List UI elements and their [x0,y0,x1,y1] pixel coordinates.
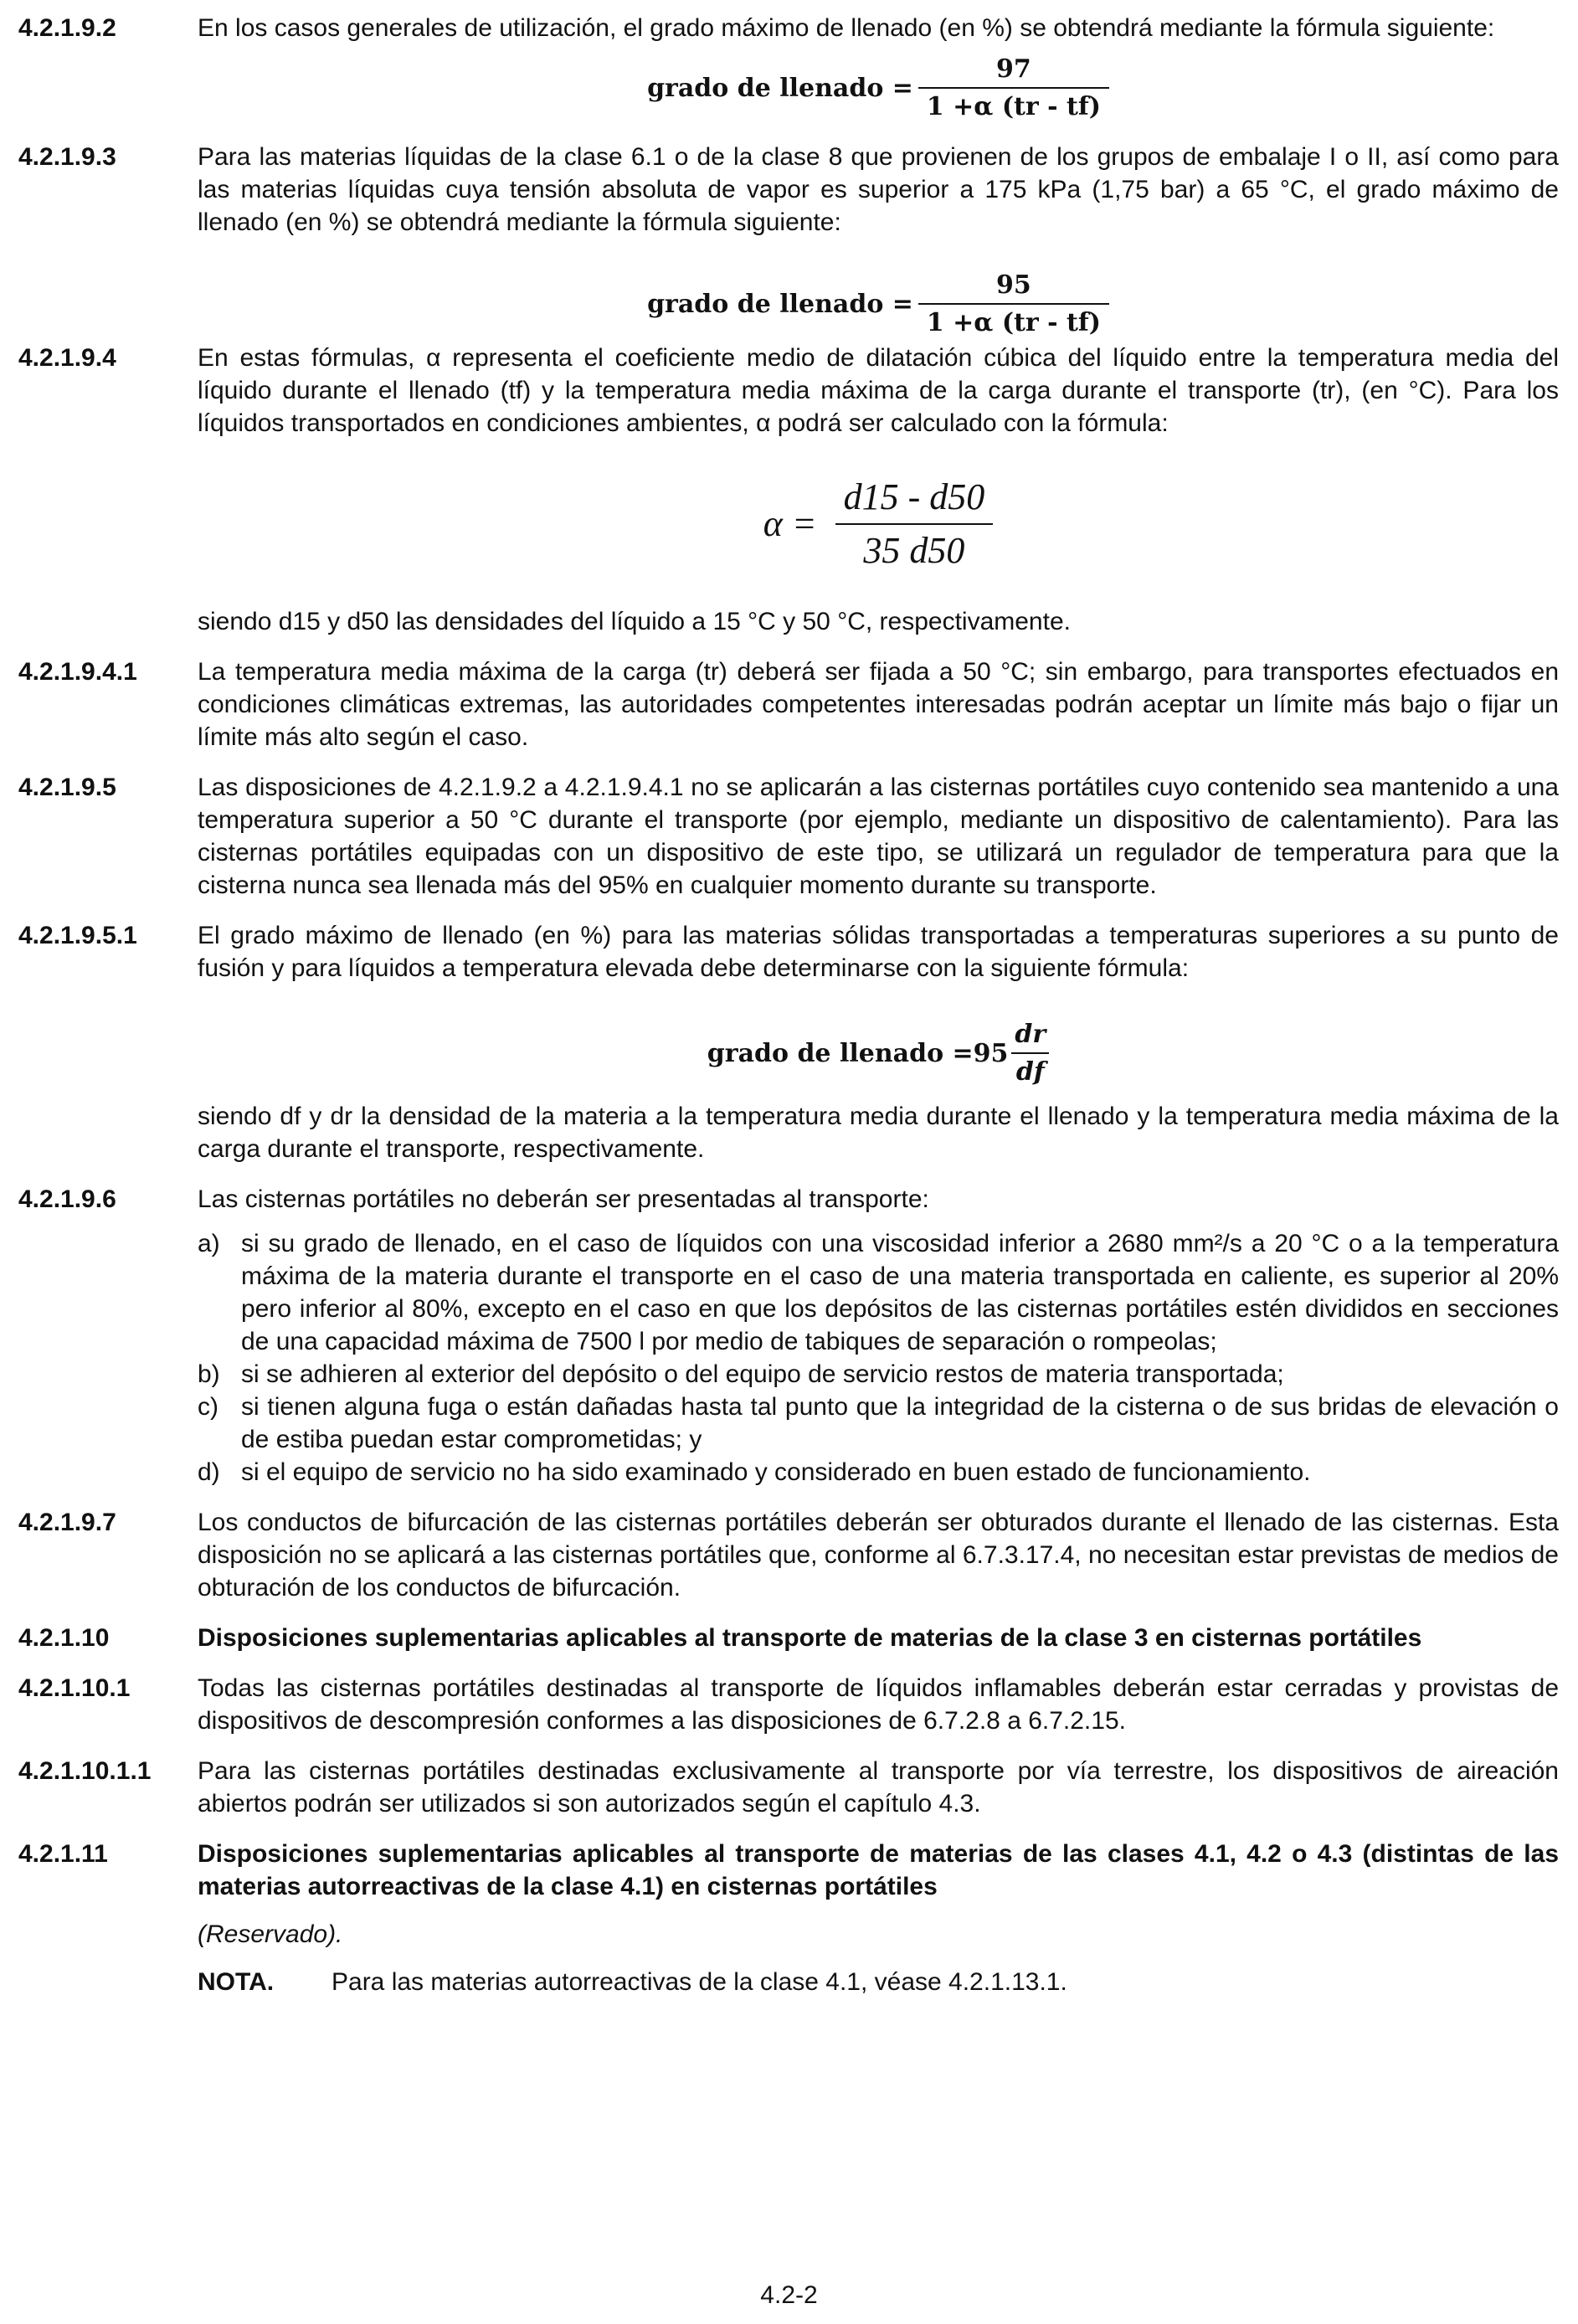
section-4-2-1-9-4 [18,342,1559,638]
formula-denominator: 35 d50 [863,530,965,571]
list-item [198,1391,1559,1456]
formula-lhs: grado de llenado =95 [707,1038,1009,1068]
list-item-text: si su grado de llenado, en el caso de líquidos con una viscosidad inferior a 2680 mm²/s a 20 °C o a la temperatura máxima de la materia durante el transporte en el caso de una materia transportada en caliente, es superior al 20% pero inferior al 80%, excepto en el caso en que los depósitos de las cisternas portátiles estén divididos en secciones de una capacidad máxima de 7500 l por medio de tabiques de separación o rompeolas; [241,1230,1559,1355]
condition-list [198,1227,1559,1488]
list-item-label: a) [198,1230,220,1257]
formula-lhs: grado de llenado = [647,289,913,319]
section-4-2-1-9-7 [18,1506,1559,1604]
nota-text: Para las materias autorreactivas de la clase 4.1, véase 4.2.1.13.1. [332,1968,1067,1996]
section-number: 4.2.1.9.5.1 [18,922,137,949]
section-text: Los conductos de bifurcación de las cisternas portátiles deberán ser obturados durante el llenado de las cisternas. Esta disposición no se aplicará a las cisternas portátiles que, conforme al 6.7.3.17.4, no necesitan estar previstas de medios de obturación de los conductos de bifurcación. [198,1509,1559,1602]
list-item-label: c) [198,1393,218,1421]
section-number: 4.2.1.9.3 [18,143,116,171]
nota-label: NOTA. [198,1968,275,1996]
list-item-label: d) [198,1458,220,1486]
section-number: 4.2.1.9.6 [18,1185,116,1213]
list-item [198,1456,1559,1488]
section-number: 4.2.1.10 [18,1624,110,1652]
fill-formula-95 [198,269,1559,339]
section-note: siendo df y dr la densidad de la materia a la temperatura media durante el llenado y la temperatura media máxima de la carga durante el transporte, respectivamente. [198,1103,1559,1163]
section-text: En los casos generales de utilización, el grado máximo de llenado (en %) se obtendrá mediante la fórmula siguiente: [198,14,1495,42]
list-item-text: si se adhieren al exterior del depósito o del equipo de servicio restos de materia transportada; [241,1360,1284,1388]
formula-numerator: 97 [918,53,1109,89]
section-number: 4.2.1.9.5 [18,774,116,801]
formula-numerator: dr [1011,1018,1049,1054]
alpha-formula [198,476,1559,572]
section-number: 4.2.1.10.1 [18,1674,131,1702]
list-item [198,1358,1559,1391]
formula-lhs: grado de llenado = [647,73,913,103]
fill-formula-97 [198,53,1559,123]
list-item-label: b) [198,1360,220,1388]
section-text: Las disposiciones de 4.2.1.9.2 a 4.2.1.9.4.1 no se aplicarán a las cisternas portátiles cuyo contenido sea mantenido a una temperatura superior a 50 °C durante el transporte (por ejemplo, mediante un dispositivo de calentamiento). Para las cisternas portátiles equipadas con un dispositivo de este tipo, se utilizará un regulador de temperatura para que la cisterna nunca sea llenada más del 95% en cualquier momento durante su transporte. [198,774,1559,899]
section-4-2-1-9-3 [18,141,1559,339]
section-4-2-1-10-1-1 [18,1755,1559,1820]
section-4-2-1-9-4-1 [18,656,1559,753]
nota-block [198,1966,1559,1998]
reserved-note: (Reservado). [198,1920,343,1948]
formula-numerator: d15 - d50 [835,476,994,525]
section-number: 4.2.1.9.7 [18,1509,116,1536]
section-text: La temperatura media máxima de la carga (tr) deberá ser fijada a 50 °C; sin embargo, para transportes efectuados en condiciones climáticas extremas, las autoridades competentes interesadas podrán aceptar un límite más bajo o fijar un límite más alto según el caso. [198,658,1559,751]
formula-denominator: 1 +α (tr - tf) [926,92,1101,121]
section-number: 4.2.1.10.1.1 [18,1757,152,1785]
section-note: siendo d15 y d50 las densidades del líquido a 15 °C y 50 °C, respectivamente. [198,608,1071,635]
section-4-2-1-9-6 [18,1183,1559,1488]
section-number: 4.2.1.9.4.1 [18,658,137,686]
section-text: Para las materias líquidas de la clase 6.1 o de la clase 8 que provienen de los grupos de embalaje I o II, así como para las materias líquidas cuya tensión absoluta de vapor es superior a 175 kPa (1,75 bar) a 65 °C, el grado máximo de llenado (en %) se obtendrá mediante la fórmula siguiente: [198,143,1559,236]
section-4-2-1-9-5-1 [18,919,1559,1165]
section-heading: Disposiciones suplementarias aplicables al transporte de materias de la clase 3 en cisternas portátiles [198,1624,1422,1652]
section-number: 4.2.1.11 [18,1840,108,1868]
formula-denominator: 1 +α (tr - tf) [926,308,1101,337]
section-4-2-1-10 [18,1622,1559,1654]
section-text: En estas fórmulas, α representa el coeficiente medio de dilatación cúbica del líquido entre la temperatura media del líquido durante el llenado (tf) y la temperatura media máxima de la carga durante el transporte (tr), (en °C). Para los líquidos transportados en condiciones ambientes, α podrá ser calculado con la fórmula: [198,344,1559,437]
list-item-text: si el equipo de servicio no ha sido examinado y considerado en buen estado de funcionamiento. [241,1458,1311,1486]
section-4-2-1-9-2 [18,12,1559,123]
list-item-text: si tienen alguna fuga o están dañadas hasta tal punto que la integridad de la cisterna o de sus bridas de elevación o de estiba puedan estar comprometidas; y [241,1393,1559,1453]
section-number: 4.2.1.9.4 [18,344,116,372]
formula-lhs: α = [763,503,817,544]
section-text: El grado máximo de llenado (en %) para las materias sólidas transportadas a temperaturas superiores a su punto de fusión y para líquidos a temperatura elevada debe determinarse con la siguiente fórmula: [198,922,1559,982]
section-4-2-1-11 [18,1838,1559,1998]
page-number: 4.2-2 [760,2281,818,2309]
formula-denominator: df [1015,1057,1045,1087]
section-text: Para las cisternas portátiles destinadas exclusivamente al transporte por vía terrestre, los dispositivos de aireación abiertos podrán ser utilizados si son autorizados según el capítulo 4.3. [198,1757,1559,1818]
section-number: 4.2.1.9.2 [18,14,116,42]
list-item [198,1227,1559,1358]
fill-formula-density [198,1018,1559,1088]
formula-numerator: 95 [918,269,1109,305]
section-heading: Disposiciones suplementarias aplicables al transporte de materias de las clases 4.1, 4.2 o 4.3 (distintas de las materias autorreactivas de la clase 4.1) en cisternas portátiles [198,1840,1559,1900]
section-4-2-1-10-1 [18,1672,1559,1737]
section-text: Todas las cisternas portátiles destinadas al transporte de líquidos inflamables deberán estar cerradas y provistas de dispositivos de descompresión conformes a las disposiciones de 6.7.2.8 a 6.7.2.15. [198,1674,1559,1735]
document-page [18,12,1559,2016]
section-4-2-1-9-5 [18,771,1559,902]
section-text: Las cisternas portátiles no deberán ser presentadas al transporte: [198,1185,929,1213]
